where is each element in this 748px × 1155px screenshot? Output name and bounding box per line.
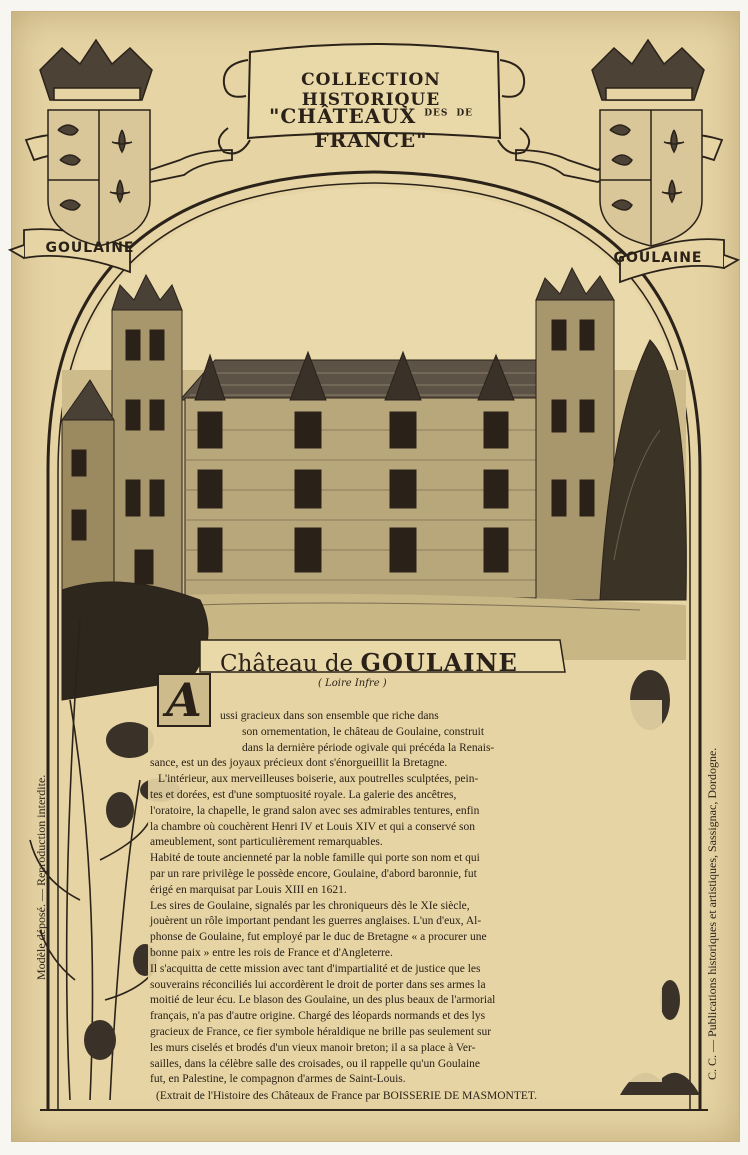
body-line: ameublement, sont particulièrement remarquables.	[150, 836, 383, 849]
banner-de: DE	[456, 108, 474, 119]
body-text	[150, 709, 658, 1088]
banner-france: FRANCE"	[314, 128, 428, 152]
body-line: gracieux de France, ce fier symbole héraldique ne brille pas seulement sur	[150, 1025, 492, 1038]
body-line: sailles, dans la célèbre salle des croisades, ou il rappelle qu'un Goulaine	[150, 1057, 481, 1070]
margin-note-left: Modèle déposé. — Reproduction interdite.	[34, 774, 48, 980]
body-line: tes et dorées, est d'une somptuosité royale. La galerie des ancêtres,	[150, 788, 457, 801]
body-line: L'intérieur, aux merveilleuses boiserie, aux poutrelles sculptées, pein-	[158, 773, 479, 786]
body-line: souverains réconciliés lui accordèrent le droit de porter dans ses armes la	[150, 978, 486, 991]
title-prefix: Château de	[220, 651, 354, 677]
crest-left	[40, 40, 152, 246]
crest-left-label: GOULAINE	[45, 240, 135, 256]
body-line: son ornementation, le château de Goulaine, construit	[242, 725, 485, 738]
banner-des: DES	[424, 108, 449, 119]
body-line: jouèrent un rôle important pendant les guerres anglaises. L'un d'eux, Al-	[150, 915, 482, 928]
page-title	[220, 648, 518, 677]
body-line: moitié de leur écu. Le blason des Goulaine, un des plus beaux de l'armorial	[150, 994, 496, 1007]
margin-note-right: C. C. — Publications historiques et artistiques, Sassignac, Dordogne.	[705, 747, 719, 1080]
banner-line1: COLLECTION HISTORIQUE	[301, 70, 441, 110]
body-line: fut, en Palestine, le compagnon d'armes de Saint-Louis.	[150, 1073, 406, 1086]
body-line: les murs ciselés et brodés d'un vieux manoir breton; il a sa place à Ver-	[150, 1041, 476, 1054]
body-line: par un rare privilège le possède encore, Goulaine, d'abord baronnie, fut	[150, 867, 477, 880]
body-line: Habité de toute ancienneté par la noble famille qui porte son nom et qui	[150, 852, 480, 865]
body-line: Il s'acquitta de cette mission avec tant d'impartialité et de justice que les	[150, 962, 481, 975]
body-line: français, n'a pas d'autre origine. Chargé des léopards normands et des lys	[150, 1010, 486, 1023]
body-line: sance, est un des joyaux précieux dont s'énorgueillit la Bretagne.	[150, 757, 448, 770]
crest-right-label: GOULAINE	[613, 250, 703, 266]
body-line: la chambre où couchèrent Henri IV et Louis XIV et qui a conservé son	[150, 820, 475, 833]
title-name: GOULAINE	[360, 648, 518, 677]
body-line: érigé en marquisat par Louis XIII en 1621.	[150, 883, 347, 896]
drop-cap: A	[166, 673, 202, 727]
body-line: Les sires de Goulaine, signalés par les chroniqueurs dès le XIe siècle,	[150, 899, 470, 912]
collection-banner	[236, 48, 506, 152]
banner-line2	[236, 104, 506, 152]
body-line: ussi gracieux dans son ensemble que riche dans	[220, 710, 439, 722]
body-line: l'oratoire, la chapelle, le grand salon avec ses admirables tentures, enfin	[150, 804, 480, 817]
page-subtitle: ( Loire Infre )	[318, 678, 387, 689]
credit-line: (Extrait de l'Histoire des Châteaux de France par BOISSERIE DE MASMONTET.	[156, 1090, 537, 1102]
body-line: dans la dernière période ogivale qui précéda la Renais-	[242, 741, 495, 754]
banner-chateaux: "CHÂTEAUX	[268, 104, 417, 128]
crest-right	[592, 40, 704, 246]
body-line: phonse de Goulaine, fut employé par le duc de Bretagne « a procurer une	[150, 931, 487, 944]
body-line: bonne paix » entre les rois de France et d'Angleterre.	[150, 946, 393, 959]
